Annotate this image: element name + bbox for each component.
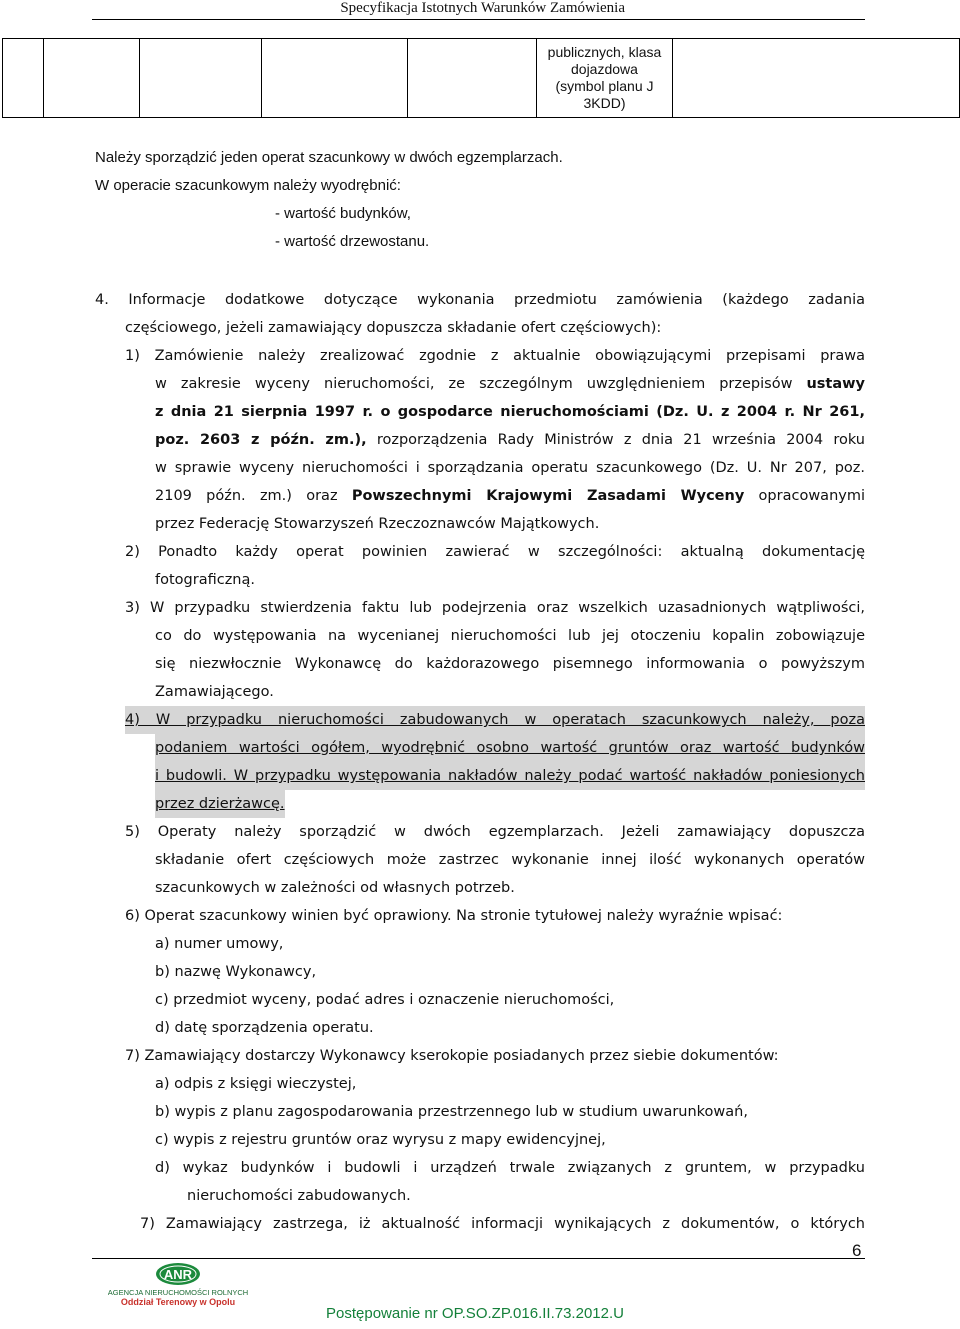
logo-line1: AGENCJA NIERUCHOMOŚCI ROLNYCH (108, 1288, 248, 1297)
page-number: 6 (852, 1241, 862, 1260)
section-heading-cont: częściowego, jeżeli zamawiający dopuszcza składanie ofert częściowych): (125, 320, 662, 336)
item-6-subitem: d) datę sporządzenia operatu. (155, 1020, 374, 1036)
item-1-text: 2109 późn. zm.) oraz (155, 488, 352, 504)
table-cell-line: 3KDD) (583, 95, 626, 111)
table-cell-line: dojazdowa (571, 61, 638, 77)
intro-line: W operacie szacunkowym należy wyodrębnić: (95, 177, 401, 194)
item-1-bold: ustawy (806, 376, 865, 392)
header-rule (92, 19, 865, 20)
item-1-line (155, 426, 865, 454)
footer-text: Postępowanie nr OP.SO.ZP.016.II.73.2012.U (326, 1305, 624, 1322)
item-1-text: w zakresie wyceny nieruchomości, ze szczególnym uwzględnieniem przepisów (155, 376, 807, 392)
item-4-line: podaniem wartości ogółem, wyodrębnić osobno wartość gruntów oraz wartość budynków (155, 734, 865, 762)
item-4-line: 4) W przypadku nieruchomości zabudowanych w operatach szacunkowych należy, poza (125, 706, 865, 734)
item-1-bold-line: z dnia 21 sierpnia 1997 r. o gospodarce nieruchomościami (Dz. U. z 2004 r. Nr 261, (155, 404, 865, 420)
item-5-line: składanie ofert częściowych może zastrzec wykonanie innej ilość wykonanych operatów (155, 852, 865, 868)
item-7-subitem: b) wypis z planu zagospodarowania przestrzennego lub w studium uwarunkowań, (155, 1104, 748, 1120)
item-3-line: Zamawiającego. (155, 684, 274, 700)
item-7b-line: 7) Zamawiający zastrzega, iż aktualność informacji wynikających z dokumentów, o których (140, 1216, 865, 1232)
intro-bullet: - wartość budynków, (275, 205, 411, 222)
item-6-line: 6) Operat szacunkowy winien być oprawiony. Na stronie tytułowej należy wyraźnie wpisać: (125, 908, 783, 924)
table-cell-1 (3, 39, 44, 118)
item-3-line: co do występowania na wycenianej nieruchomości lub jej otoczeniu kopalin zobowiązuje (155, 628, 865, 644)
item-1-text: opracowanymi (744, 488, 865, 504)
item-7-subitem-cont: nieruchomości zabudowanych. (187, 1188, 411, 1204)
item-1-bold: Powszechnymi Krajowymi Zasadami Wyceny (351, 488, 745, 504)
item-7-subitem: a) odpis z księgi wieczystej, (155, 1076, 357, 1092)
table-cell-5 (407, 39, 536, 118)
logo-line2: Oddział Terenowy w Opolu (120, 1297, 236, 1307)
item-5-line: szacunkowych w zależności od własnych potrzeb. (155, 880, 515, 896)
table-cell-3 (140, 39, 262, 118)
table-cell-4 (261, 39, 407, 118)
item-7-line: 7) Zamawiający dostarczy Wykonawcy kserokopie posiadanych przez siebie dokumentów: (125, 1048, 779, 1064)
item-4-line: i budowli. W przypadku występowania nakładów należy podać wartość nakładów poniesionych (155, 762, 865, 790)
item-1-line: przez Federację Stowarzyszeń Rzeczoznawców Majątkowych. (155, 516, 600, 532)
item-6-subitem: b) nazwę Wykonawcy, (155, 964, 317, 980)
top-table (2, 38, 960, 118)
item-1-line: w sprawie wyceny nieruchomości i sporządzania operatu szacunkowego (Dz. U. Nr 207, poz. (155, 460, 865, 476)
anr-logo (108, 1262, 248, 1310)
item-1-line (155, 482, 865, 510)
logo-text: ANR (163, 1267, 193, 1282)
header-title: Specyfikacja Istotnych Warunków Zamówienia (340, 0, 625, 16)
intro-line: Należy sporządzić jeden operat szacunkowy w dwóch egzemplarzach. (95, 149, 563, 166)
section-heading: 4. Informacje dodatkowe dotyczące wykonania przedmiotu zamówienia (każdego zadania (95, 292, 865, 308)
item-6-subitem: a) numer umowy, (155, 936, 284, 952)
table-cell-line: (symbol planu J (555, 78, 654, 94)
item-1-line: 1) Zamówienie należy zrealizować zgodnie z aktualnie obowiązującymi przepisami prawa (125, 348, 865, 364)
intro-bullet: - wartość drzewostanu. (275, 233, 430, 250)
table-cell-6 (537, 39, 673, 118)
item-3-line: 3) W przypadku stwierdzenia faktu lub podejrzenia oraz wszelkich uzasadnionych wątpliwości, (125, 600, 865, 616)
page-header (0, 0, 960, 22)
item-2-line: 2) Ponadto każdy operat powinien zawierać w szczególności: aktualną dokumentację (125, 544, 865, 560)
item-1-text: rozporządzenia Rady Ministrów z dnia 21 września 2004 roku (366, 432, 865, 448)
item-5-line: 5) Operaty należy sporządzić w dwóch egzemplarzach. Jeżeli zamawiający dopuszcza (125, 824, 865, 840)
item-7-subitem: d) wykaz budynków i budowli i urządzeń trwale związanych z gruntem, w przypadku (155, 1160, 865, 1176)
item-1-line (155, 370, 865, 398)
item-6-subitem: c) przedmiot wyceny, podać adres i oznaczenie nieruchomości, (155, 992, 615, 1008)
table-cell-line: publicznych, klasa (547, 44, 662, 60)
item-7-subitem: c) wypis z rejestru gruntów oraz wyrysu z mapy ewidencyjnej, (155, 1132, 606, 1148)
item-2-line: fotograficzną. (155, 572, 255, 588)
item-4-line: przez dzierżawcę. (155, 790, 285, 818)
item-3-line: się niezwłocznie Wykonawcę do każdorazowego pisemnego informowania o powyższym (155, 656, 865, 672)
table-cell-7 (672, 39, 959, 118)
table-cell-2 (43, 39, 140, 118)
item-1-bold: poz. 2603 z późn. zm.), (155, 432, 367, 448)
footer-rule (92, 1258, 865, 1259)
